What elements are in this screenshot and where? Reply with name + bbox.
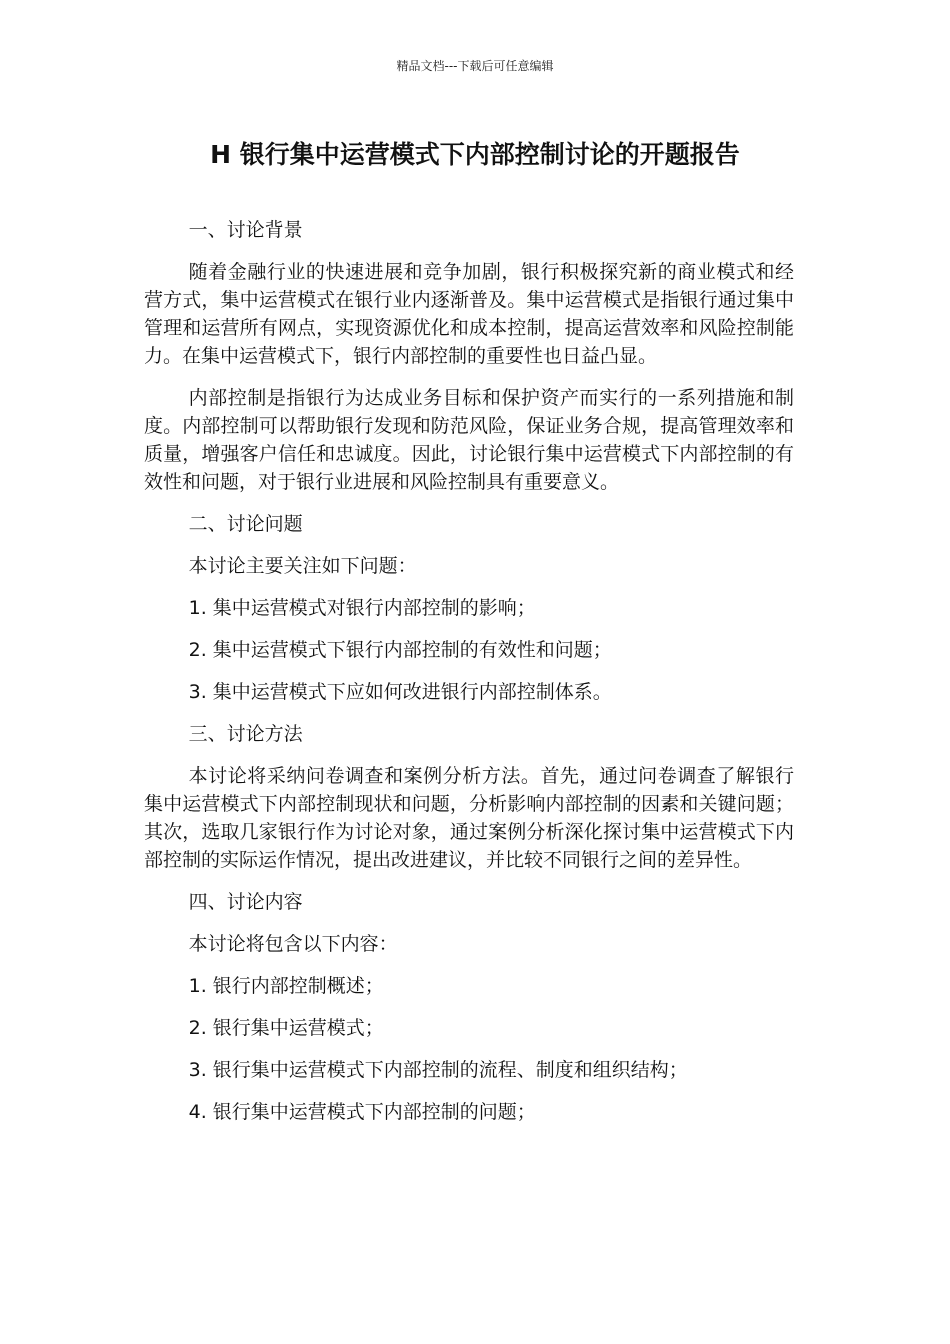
questions-intro: 本讨论主要关注如下问题： — [188, 555, 417, 577]
section-heading-background: 一、讨论背景 — [188, 219, 303, 241]
question-item: 1. 集中运营模式对银行内部控制的影响； — [188, 597, 536, 619]
content-item: 2. 银行集中运营模式； — [188, 1017, 384, 1039]
section-heading-questions: 二、讨论问题 — [188, 513, 303, 535]
content-item: 1. 银行内部控制概述； — [188, 975, 384, 997]
contents-intro: 本讨论将包含以下内容： — [188, 933, 398, 955]
content-item: 3. 银行集中运营模式下内部控制的流程、制度和组织结构； — [188, 1059, 688, 1081]
content-item: 4. 银行集中运营模式下内部控制的问题； — [188, 1101, 536, 1123]
question-item: 3. 集中运营模式下应如何改进银行内部控制体系。 — [188, 681, 612, 703]
section-heading-contents: 四、讨论内容 — [188, 891, 303, 913]
section-heading-methods: 三、讨论方法 — [188, 723, 303, 745]
background-paragraph-2: 内部控制是指银行为达成业务目标和保护资产而实行的一系列措施和制度。内部控制可以帮助银行发现和防范风险，保证业务合规，提高管理效率和质量，增强客户信任和忠诚度。因此，讨论银行集中运营模式下内部控制的有效性和问题，对于银行业进展和风险控制具有重要意义。 — [144, 387, 794, 493]
page-header: 精品文档---下载后可任意编辑 — [396, 59, 554, 73]
document-body — [144, 216, 794, 1140]
question-item: 2. 集中运营模式下银行内部控制的有效性和问题； — [188, 639, 612, 661]
methods-paragraph: 本讨论将采纳问卷调查和案例分析方法。首先，通过问卷调查了解银行集中运营模式下内部控制现状和问题，分析影响内部控制的因素和关键问题；其次，选取几家银行作为讨论对象，通过案例分析深化探讨集中运营模式下内部控制的实际运作情况，提出改进建议，并比较不同银行之间的差异性。 — [144, 765, 794, 871]
document-title: H 银行集中运营模式下内部控制讨论的开题报告 — [210, 140, 740, 169]
background-paragraph-1: 随着金融行业的快速进展和竞争加剧，银行积极探究新的商业模式和经营方式，集中运营模式在银行业内逐渐普及。集中运营模式是指银行通过集中管理和运营所有网点，实现资源优化和成本控制，提高运营效率和风险控制能力。在集中运营模式下，银行内部控制的重要性也日益凸显。 — [144, 261, 794, 367]
